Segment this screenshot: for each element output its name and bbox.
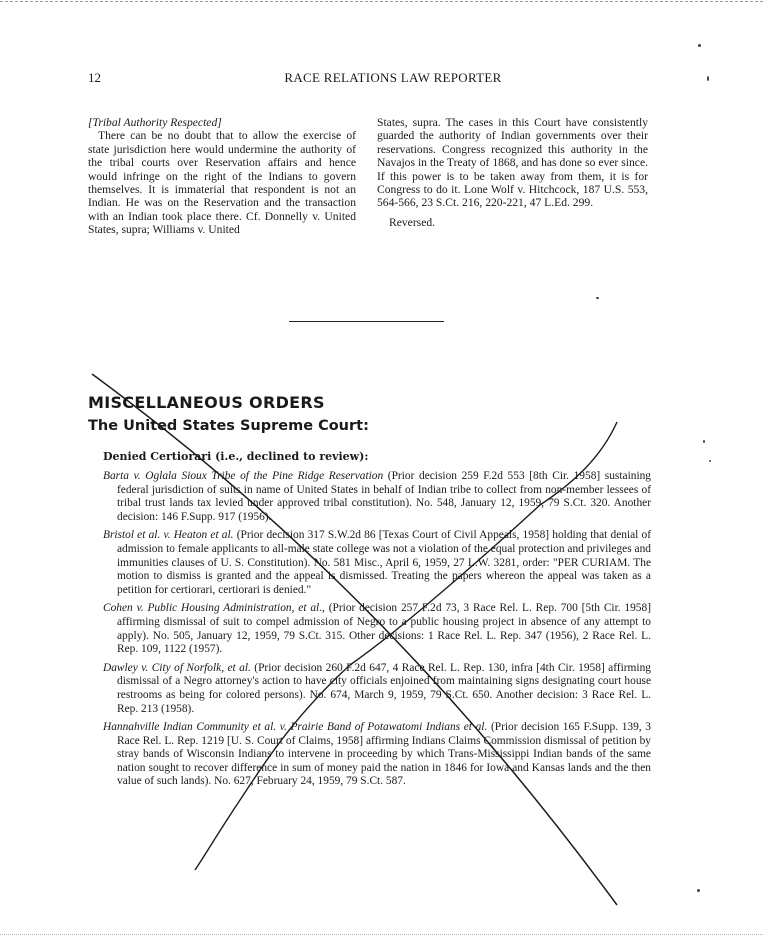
case-name: Dawley v. City of Norfolk, et al. bbox=[103, 661, 251, 674]
case-name: Barta v. Oglala Sioux Tribe of the Pine Ridge Reservation bbox=[103, 470, 384, 482]
page-number: 12 bbox=[88, 70, 101, 85]
scan-speck bbox=[698, 44, 701, 47]
scan-speck bbox=[596, 297, 599, 299]
strike-line-diagonal bbox=[92, 374, 617, 905]
scan-speck bbox=[697, 889, 700, 892]
scan-speck bbox=[707, 76, 709, 81]
denied-certiorari-heading: Denied Certiorari (i.e., declined to review): bbox=[103, 450, 369, 463]
case-name: Hannahville Indian Community et al. v. Prairie Band of Potawatomi Indians et al. bbox=[103, 721, 488, 734]
scan-bottom-edge bbox=[0, 934, 763, 935]
case-details: (Prior decision 260 F.2d 647, 4 Race Rel. L. Rep. 130, infra [4th Cir. 1958] affirming dismissal of a Negro attorney's action to have city officials enjoined from maintaining signs designating court house restrooms as being for colored persons). No. 674, March 9, 1959, 79 S.Ct. 650. Another decision: 3 Race Rel. L. Rep. 213 (1958). bbox=[117, 661, 651, 715]
case-name: Bristol et al. v. Heaton et al. bbox=[103, 529, 234, 542]
scan-speck bbox=[703, 440, 705, 443]
strike-line-counter-diagonal bbox=[195, 422, 617, 870]
right-column-text: States, supra. The cases in this Court have consistently guarded the authority of Indian governments over their reservations. Congress recognized this authority in the Navajos in the Treaty of 1868, and has done so ever since. If this power is to be taken away from them, it is for Congress to do it. Lone Wolf v. Hitchcock, 187 U.S. 553, 564-566, 23 S.Ct. 216, 220-221, 47 L.Ed. 299. bbox=[377, 116, 648, 210]
running-head: RACE RELATIONS LAW REPORTER bbox=[284, 70, 502, 85]
case-details: (Prior decision 165 F.Supp. 139, 3 Race Rel. L. Rep. 1219 [U. S. Court of Claims, 1958] affirming Indians Claims Commission dismissal of petition by stray bands of Wisconsin Indians to intervene in proceeding by which Trans-Mississippi Indian bands of the same nation sought to recover difference in sum of money paid the nation in 1846 for Iowa and Kansas lands and the then value of such lands). No. 627, February 24, 1959, 79 S.Ct. 587. bbox=[117, 721, 651, 788]
case-name: Cohen v. Public Housing Administration, et al., bbox=[103, 602, 325, 615]
section-title: MISCELLANEOUS ORDERS bbox=[88, 393, 325, 412]
left-column-text: There can be no doubt that to allow the exercise of state jurisdiction here would undermine the authority of the tribal courts over Reservation affairs and hence would infringe on the right of the Indians to govern themselves. It is immaterial that respondent is not an Indian. He was on the Reservation and the transaction with an Indian took place there. Cf. Donnelly v. United States, supra; Williams v. United bbox=[88, 129, 356, 237]
case-details: (Prior decision 257 F.2d 73, 3 Race Rel. L. Rep. 700 [5th Cir. 1958] affirming dismissal of suit to compel admission of Negro to a public housing project in absence of any attempt to apply). No. 505, January 12, 1959, 79 S.Ct. 315. Other decisions: 1 Race Rel. L. Rep. 347 (1956), 2 Race Rel. L. Rep. 109, 1122 (1957). bbox=[117, 602, 651, 656]
case-details: (Prior decision 259 F.2d 553 [8th Cir. 1958] sustaining federal jurisdiction of suits in name of United States in behalf of Indian tribe to collect from non-member lessees of tribal trust lands tax levied under approved tribal constitution). No. 548, January 12, 1959, 79 S.Ct. 320. Another decision: 146 F.Supp. 917 (1956). bbox=[117, 470, 651, 523]
subheading: [Tribal Authority Respected] bbox=[88, 116, 222, 129]
case-details: (Prior decision 317 S.W.2d 86 [Texas Court of Civil Appeals, 1958] holding that denial of admission to female applicants to all-male state college was not a violation of the equal protection and privileges and immunities clauses of U. S. Constitution). No. 581 Misc., April 6, 1959, 27 L.W. 3281, order: "PER CURIAM. The motion to dismiss is granted and the appeal is dismissed. Treating the papers whereon the appeal was taken as a petition for certiorari, certiorari is denied." bbox=[117, 529, 652, 596]
court-title: The United States Supreme Court: bbox=[88, 418, 369, 434]
disposition: Reversed. bbox=[389, 215, 436, 229]
scan-speck bbox=[709, 460, 711, 462]
